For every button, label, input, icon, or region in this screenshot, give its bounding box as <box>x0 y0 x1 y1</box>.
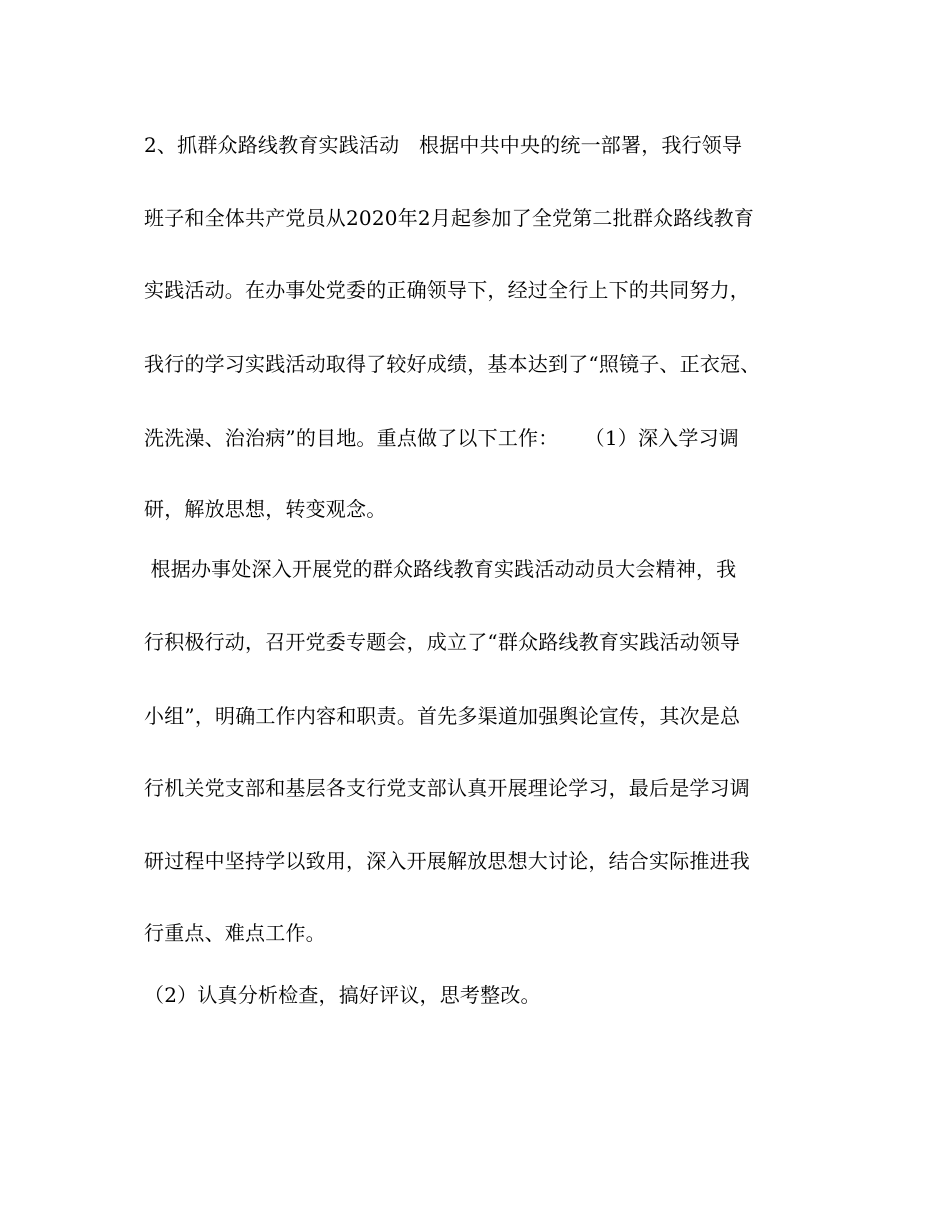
text-line-12: 行重点、难点工作。 <box>144 921 326 945</box>
text-line-1: 2、抓群众路线教育实践活动 根据中共中央的统一部署，我行领导 <box>144 133 743 157</box>
text-line-7: 根据办事处深入开展党的群众路线教育实践活动动员大会精神，我 <box>144 557 737 581</box>
text-line-2: 班子和全体共产党员从2020年2月起参加了全党第二批群众路线教育 <box>144 206 755 230</box>
text-line-11: 研过程中坚持学以致用，深入开展解放思想大讨论，结合实际推进我 <box>144 849 750 873</box>
text-line-13: （2）认真分析检查，搞好评议，思考整改。 <box>144 983 541 1007</box>
text-line-6: 研，解放思想，转变观念。 <box>144 497 387 521</box>
text-line-3: 实践活动。在办事处党委的正确领导下，经过全行上下的共同努力， <box>144 278 750 302</box>
text-line-4: 我行的学习实践活动取得了较好成绩，基本达到了“照镜子、正衣冠、 <box>144 352 761 376</box>
text-line-9: 小组”，明确工作内容和职责。首先多渠道加强舆论宣传，其次是总 <box>144 704 741 728</box>
text-line-10: 行机关党支部和基层各支行党支部认真开展理论学习，最后是学习调 <box>144 776 750 800</box>
text-line-5: 洗洗澡、治治病”的目地。重点做了以下工作： （1）深入学习调 <box>144 426 739 450</box>
text-line-8: 行积极行动，召开党委专题会，成立了“群众路线教育实践活动领导 <box>144 630 741 654</box>
